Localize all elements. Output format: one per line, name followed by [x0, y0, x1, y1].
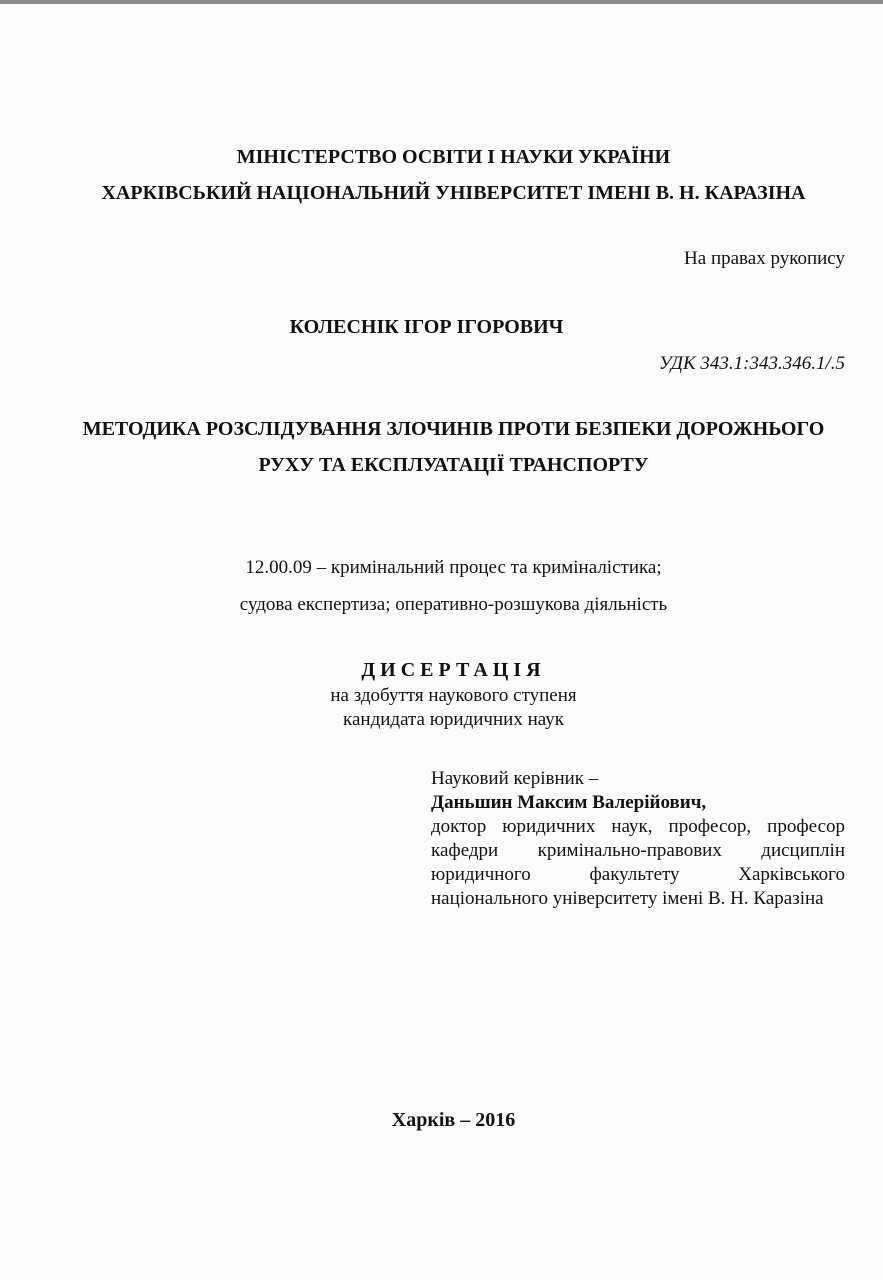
manuscript-note: На правах рукопису — [684, 248, 845, 269]
document-type: ДИСЕРТАЦІЯ — [361, 659, 546, 681]
degree-line-1: на здобуття наукового ступеня — [330, 685, 577, 706]
supervisor-block — [431, 767, 845, 911]
city-year: Харків – 2016 — [391, 1109, 516, 1131]
author-name: КОЛЕСНІК ІГОР ІГОРОВИЧ — [289, 316, 564, 338]
ministry-heading: МІНІСТЕРСТВО ОСВІТИ І НАУКИ УКРАЇНИ — [236, 146, 671, 168]
specialty-line-1: 12.00.09 – кримінальний процес та криміналістика; — [245, 557, 662, 578]
degree-line-2: кандидата юридичних наук — [343, 709, 564, 730]
supervisor-description: доктор юридичних наук, професор, професор кафедри кримінально-правових дисциплін юридичного факультету Харківського національного університету імені В. Н. Каразіна — [431, 816, 845, 909]
supervisor-label: Науковий керівник – — [431, 768, 599, 789]
thesis-title-line-2: РУХУ ТА ЕКСПЛУАТАЦІЇ ТРАНСПОРТУ — [258, 454, 649, 476]
udc-code: УДК 343.1:343.346.1/.5 — [658, 353, 845, 374]
supervisor-name: Даньшин Максим Валерійович, — [431, 792, 707, 813]
university-heading: ХАРКІВСЬКИЙ НАЦІОНАЛЬНИЙ УНІВЕРСИТЕТ ІМЕНІ В. Н. КАРАЗІНА — [101, 182, 806, 204]
thesis-title-line-1: МЕТОДИКА РОЗСЛІДУВАННЯ ЗЛОЧИНІВ ПРОТИ БЕЗПЕКИ ДОРОЖНЬОГО — [82, 418, 825, 440]
specialty-line-2: судова експертиза; оперативно-розшукова діяльність — [239, 594, 668, 615]
